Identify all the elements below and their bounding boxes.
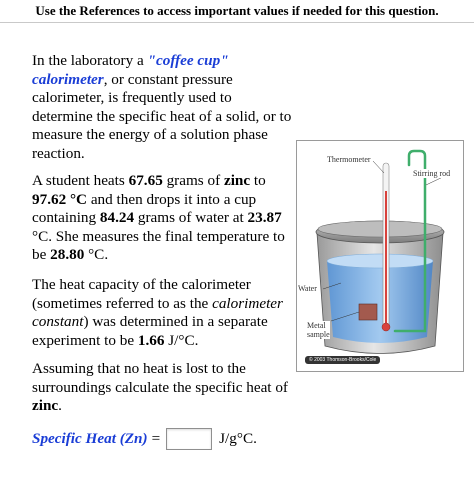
calorimeter-figure <box>296 140 464 372</box>
stirring-rod-label: Stirring rod <box>413 169 451 178</box>
task-paragraph <box>32 360 292 416</box>
task-metal-name: zinc <box>32 397 59 414</box>
metal-label <box>307 321 330 339</box>
copyright-badge: © 2003 Thomson-Brooks/Cole <box>305 356 380 364</box>
metal-label-line-2: sample <box>307 330 330 339</box>
answer-unit: J/g°C. <box>219 430 257 447</box>
experiment-text-f: °C. She measures the final temperature to be <box>32 227 285 263</box>
experiment-paragraph <box>32 172 292 265</box>
intro-text-a: In the laboratory a <box>32 52 148 69</box>
heat-capacity-text-b: ) was determined in a separate experiment to be <box>32 313 268 349</box>
references-note: Use the References to access important values if needed for this question. <box>35 3 439 18</box>
temp-water-value: 23.87 <box>247 209 282 226</box>
heat-capacity-value: 1.66 <box>137 331 165 349</box>
coffee-cup-calorimeter-term: "coffee cup" calorimeter <box>32 52 229 88</box>
intro-paragraph <box>32 52 292 163</box>
intro-text-b: , or constant pressure calorimeter, is frequently used to determine the specific heat of a solid, or to measure the energy of a solution phase reaction. <box>32 70 292 162</box>
answer-label: Specific Heat (Zn) <box>32 430 148 447</box>
specific-heat-input[interactable] <box>166 428 212 450</box>
experiment-text-d: and then drops it into a cup containing <box>32 190 257 226</box>
task-text-b: . <box>58 397 62 414</box>
experiment-text-c: to <box>250 172 266 189</box>
thermometer-pointer <box>373 161 384 173</box>
metal-name: zinc <box>223 172 251 189</box>
metal-sample <box>359 304 377 320</box>
mass-water-value: 84.24 <box>99 209 135 226</box>
water-surface <box>327 254 433 268</box>
lid-rim <box>318 221 442 237</box>
experiment-text-e: grams of water at <box>134 209 248 226</box>
task-text-a: Assuming that no heat is lost to the surroundings calculate the specific heat of <box>32 360 288 396</box>
thermometer-bulb <box>382 323 390 331</box>
answer-row <box>32 428 257 450</box>
experiment-text-g: °C. <box>84 246 109 263</box>
experiment-text-a: A student heats <box>32 172 129 189</box>
experiment-text-b: grams of <box>162 172 224 189</box>
thermometer-liquid <box>385 191 387 323</box>
equals-sign: = <box>151 430 161 447</box>
heat-capacity-text-c: J/°C. <box>164 331 199 349</box>
heat-capacity-text-a: The heat capacity of the calorimeter (sometimes referred to as the <box>32 276 251 312</box>
mass-solid-value: 67.65 <box>128 172 163 189</box>
temp-final-value: 28.80 <box>50 246 85 263</box>
temp-metal-value: 97.62 °C <box>32 190 88 208</box>
thermometer-label: Thermometer <box>327 155 371 164</box>
references-bar <box>0 0 474 23</box>
heat-capacity-paragraph <box>32 276 292 350</box>
metal-label-line-1: Metal <box>307 321 326 330</box>
water-label: Water <box>298 284 317 293</box>
calorimeter-constant-term: calorimeter constant <box>32 294 283 330</box>
